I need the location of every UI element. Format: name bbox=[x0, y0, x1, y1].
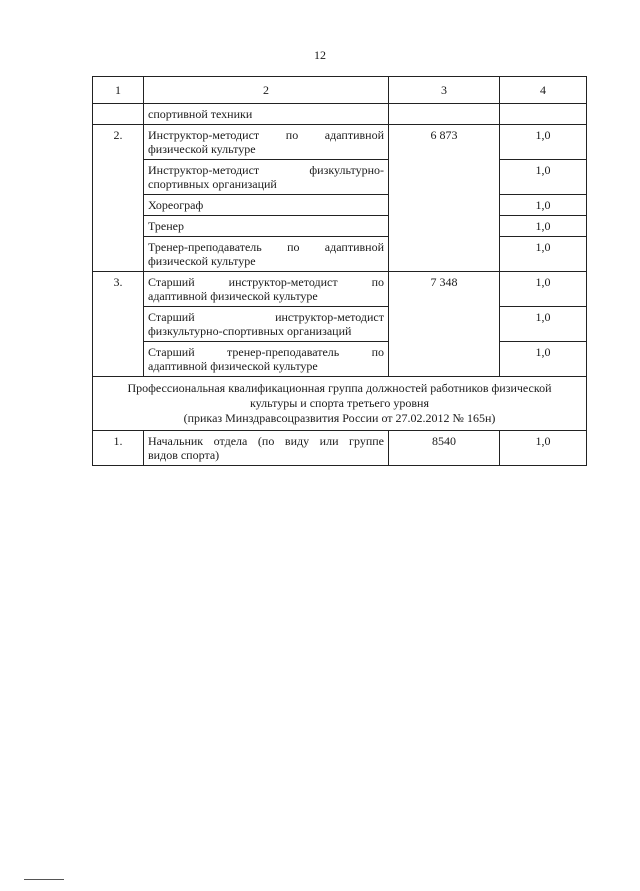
salary-cell: 8540 bbox=[389, 431, 500, 466]
row-number bbox=[93, 104, 144, 125]
table-header-row bbox=[93, 77, 587, 104]
table-row bbox=[93, 272, 587, 307]
header-col-2: 2 bbox=[144, 77, 389, 104]
salary-cell: 7 348 bbox=[389, 272, 500, 377]
position-name: Тренер-преподаватель по адаптивной физической культуре bbox=[144, 237, 389, 272]
section-title: Профессиональная квалификационная группа должностей работников физической культуры и спорта третьего уровня (приказ Минздравсоцразвития России от 27.02.2012 № 165н) bbox=[93, 377, 587, 431]
table-row bbox=[93, 195, 587, 216]
salary-table bbox=[92, 76, 587, 466]
header-col-3: 3 bbox=[389, 77, 500, 104]
table-row bbox=[93, 160, 587, 195]
table-row bbox=[93, 342, 587, 377]
position-name: Старший инструктор-методист по адаптивной физической культуре bbox=[144, 272, 389, 307]
position-name: спортивной техники bbox=[144, 104, 389, 125]
coefficient-cell: 1,0 bbox=[500, 272, 587, 307]
position-name: Старший тренер-преподаватель по адаптивной физической культуре bbox=[144, 342, 389, 377]
coefficient-cell: 1,0 bbox=[500, 125, 587, 160]
coefficient-cell: 1,0 bbox=[500, 307, 587, 342]
margin-mark bbox=[24, 879, 64, 880]
table-row bbox=[93, 216, 587, 237]
salary-cell bbox=[389, 104, 500, 125]
position-name: Инструктор-методист физкультурно- спортивных организаций bbox=[144, 160, 389, 195]
table-row bbox=[93, 307, 587, 342]
coefficient-cell: 1,0 bbox=[500, 195, 587, 216]
header-col-4: 4 bbox=[500, 77, 587, 104]
section-header-row bbox=[93, 377, 587, 431]
salary-cell: 6 873 bbox=[389, 125, 500, 272]
coefficient-cell bbox=[500, 104, 587, 125]
table-row bbox=[93, 431, 587, 466]
header-col-1: 1 bbox=[93, 77, 144, 104]
row-number: 1. bbox=[93, 431, 144, 466]
row-number: 2. bbox=[93, 125, 144, 272]
table-row bbox=[93, 104, 587, 125]
coefficient-cell: 1,0 bbox=[500, 237, 587, 272]
table-row bbox=[93, 125, 587, 160]
coefficient-cell: 1,0 bbox=[500, 342, 587, 377]
position-name: Тренер bbox=[144, 216, 389, 237]
position-name: Старший инструктор-методист физкультурно-спортивных организаций bbox=[144, 307, 389, 342]
page-number: 12 bbox=[314, 48, 326, 62]
row-number: 3. bbox=[93, 272, 144, 377]
position-name: Хореограф bbox=[144, 195, 389, 216]
coefficient-cell: 1,0 bbox=[500, 216, 587, 237]
coefficient-cell: 1,0 bbox=[500, 431, 587, 466]
position-name: Начальник отдела (по виду или группе видов спорта) bbox=[144, 431, 389, 466]
table-row bbox=[93, 237, 587, 272]
coefficient-cell: 1,0 bbox=[500, 160, 587, 195]
position-name: Инструктор-методист по адаптивной физической культуре bbox=[144, 125, 389, 160]
